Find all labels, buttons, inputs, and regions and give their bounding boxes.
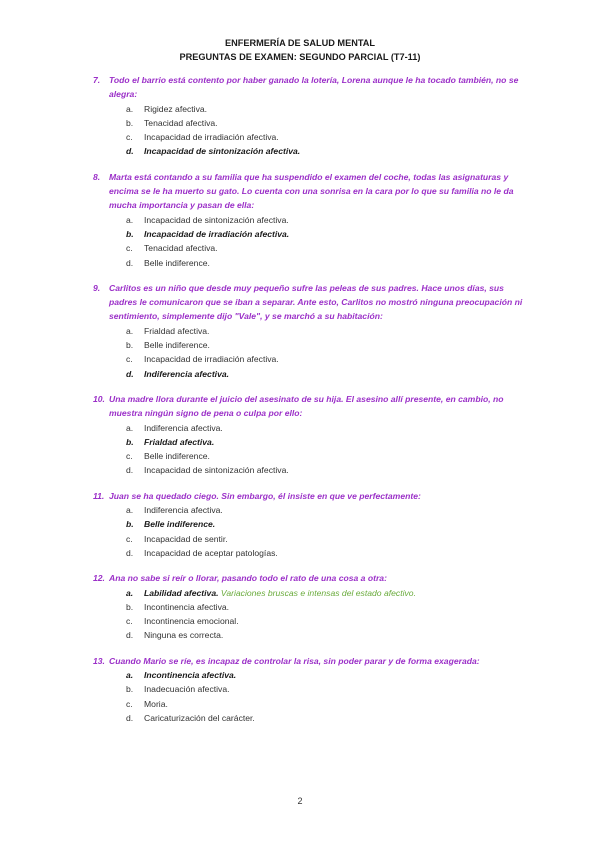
- option-a-correct: [93, 668, 533, 682]
- question-text: Todo el barrio está contento por haber ganado la lotería, Lorena aunque le ha tocado también, no se alegra:: [109, 75, 519, 100]
- option-b-correct: [93, 227, 533, 241]
- option-b: [93, 600, 533, 614]
- option-text: Frialdad afectiva.: [144, 325, 210, 336]
- question-13: [93, 654, 533, 725]
- question-text: Marta está contando a su familia que ha suspendido el examen del coche, todas las asignaturas y encima se le ha muerto su gato. Lo cuenta con una sonrisa en la cara por lo que su familia no le da mucha importancia y pasan de ella:: [109, 171, 514, 211]
- option-d-correct: [93, 144, 533, 158]
- option-text: Tenacidad afectiva.: [144, 117, 218, 128]
- option-letter: c.: [126, 451, 133, 462]
- option-d: [93, 463, 533, 477]
- header-subtitle: PREGUNTAS DE EXAMEN: SEGUNDO PARCIAL (T7-11): [179, 51, 421, 62]
- option-text: Indiferencia afectiva.: [144, 505, 223, 516]
- question-text: Ana no sabe si reír o llorar, pasando todo el rato de una cosa a otra:: [109, 573, 387, 584]
- option-letter: b.: [126, 340, 134, 351]
- option-a: [93, 421, 533, 435]
- option-letter: b.: [126, 519, 134, 530]
- question-12: [93, 571, 533, 642]
- option-d: [93, 546, 533, 560]
- question-text: Carlitos es un niño que desde muy pequeño sufre las peleas de sus padres. Hace unos días, sus padres le comunicaron que se iban a separar. Ante esto, Carlitos no mostró ninguna preocupación ni sentimiento, simplemente dijo "Vale", y se marchó a su habitación:: [109, 282, 523, 322]
- option-letter: a.: [126, 587, 134, 598]
- option-text: Labilidad afectiva.: [144, 587, 219, 598]
- option-text: Frialdad afectiva.: [144, 436, 215, 447]
- option-text: Belle indiference.: [144, 257, 210, 268]
- option-letter: b.: [126, 117, 134, 128]
- option-c: [93, 614, 533, 628]
- option-text: Incontinencia afectiva.: [144, 601, 230, 612]
- option-b: [93, 682, 533, 696]
- option-letter: b.: [126, 601, 134, 612]
- option-d: [93, 256, 533, 270]
- option-d-correct: [93, 367, 533, 381]
- option-letter: a.: [126, 214, 134, 225]
- question-number: 8.: [93, 171, 101, 182]
- option-a: [93, 503, 533, 517]
- question-11: [93, 489, 533, 560]
- question-list: [93, 73, 533, 736]
- question-text: Una madre llora durante el juicio del asesinato de su hija. El asesino allí presente, en cambio, no muestra ningún signo de pena o culpa por ello:: [109, 393, 504, 419]
- option-c: [93, 532, 533, 546]
- option-text: Ninguna es correcta.: [144, 630, 224, 641]
- option-b-correct: [93, 435, 533, 449]
- option-text: Belle indiference.: [144, 340, 210, 351]
- question-number: 11.: [93, 490, 105, 501]
- option-text: Incapacidad de irradiación afectiva.: [144, 354, 279, 365]
- option-c: [93, 352, 533, 366]
- option-text: Incapacidad de irradiación afectiva.: [144, 228, 290, 239]
- option-c: [93, 449, 533, 463]
- option-letter: d.: [126, 465, 134, 476]
- option-text: Incapacidad de sintonización afectiva.: [144, 146, 301, 157]
- question-10: [93, 392, 533, 478]
- option-text: Incapacidad de sintonización afectiva.: [144, 214, 289, 225]
- option-text: Inadecuación afectiva.: [144, 684, 230, 695]
- option-letter: d.: [126, 630, 134, 641]
- question-number: 13.: [93, 655, 105, 666]
- question-number: 10.: [93, 393, 105, 404]
- option-c: [93, 130, 533, 144]
- question-8: [93, 170, 533, 270]
- option-text: Belle indiference.: [144, 519, 216, 530]
- option-letter: a.: [126, 505, 134, 516]
- option-letter: d.: [126, 712, 134, 723]
- page-number: 2: [297, 796, 303, 806]
- option-letter: c.: [126, 354, 133, 365]
- option-text: Tenacidad afectiva.: [144, 243, 218, 254]
- option-d: [93, 711, 533, 725]
- option-b: [93, 338, 533, 352]
- option-text: Rigidez afectiva.: [144, 103, 208, 114]
- option-text: Incapacidad de aceptar patologías.: [144, 547, 278, 558]
- option-a-correct: [93, 586, 533, 600]
- option-letter: c.: [126, 533, 133, 544]
- option-text: Incapacidad de sentir.: [144, 533, 228, 544]
- option-d: [93, 628, 533, 642]
- option-c: [93, 241, 533, 255]
- option-c: [93, 697, 533, 711]
- option-text: Belle indiference.: [144, 451, 210, 462]
- option-text: Indiferencia afectiva.: [144, 368, 230, 379]
- option-b-correct: [93, 517, 533, 531]
- document-header: [0, 37, 600, 64]
- question-text: Juan se ha quedado ciego. Sin embargo, él insiste en que ve perfectamente:: [109, 490, 421, 501]
- option-a: [93, 324, 533, 338]
- option-letter: a.: [126, 103, 134, 114]
- option-letter: a.: [126, 669, 134, 680]
- option-text: Caricaturización del carácter.: [144, 712, 255, 723]
- question-text: Cuando Mario se ríe, es incapaz de controlar la risa, sin poder parar y de forma exagerada:: [109, 655, 480, 666]
- option-text: Moria.: [144, 698, 168, 709]
- question-9: [93, 281, 533, 381]
- option-text: Incontinencia afectiva.: [144, 669, 237, 680]
- option-letter: d.: [126, 547, 134, 558]
- option-text: Incapacidad de sintonización afectiva.: [144, 465, 289, 476]
- option-letter: d.: [126, 146, 134, 157]
- option-text: Incapacidad de irradiación afectiva.: [144, 132, 279, 143]
- option-letter: b.: [126, 436, 134, 447]
- option-text: Incontinencia emocional.: [144, 616, 239, 627]
- option-letter: c.: [126, 698, 133, 709]
- option-a: [93, 102, 533, 116]
- option-b: [93, 116, 533, 130]
- option-letter: a.: [126, 422, 134, 433]
- option-letter: c.: [126, 616, 133, 627]
- question-number: 7.: [93, 75, 101, 85]
- header-title: ENFERMERÍA DE SALUD MENTAL: [224, 38, 376, 48]
- option-letter: c.: [126, 243, 133, 254]
- option-letter: b.: [126, 684, 134, 695]
- option-text: Indiferencia afectiva.: [144, 422, 223, 433]
- question-number: 9.: [93, 282, 101, 293]
- question-7: [93, 73, 533, 159]
- option-a: [93, 213, 533, 227]
- option-letter: c.: [126, 132, 133, 143]
- answer-note: Variaciones bruscas e intensas del estado afectivo.: [220, 587, 416, 598]
- question-number: 12.: [93, 573, 105, 584]
- option-letter: a.: [126, 325, 134, 336]
- option-letter: d.: [126, 368, 134, 379]
- option-letter: b.: [126, 228, 134, 239]
- option-letter: d.: [126, 257, 134, 268]
